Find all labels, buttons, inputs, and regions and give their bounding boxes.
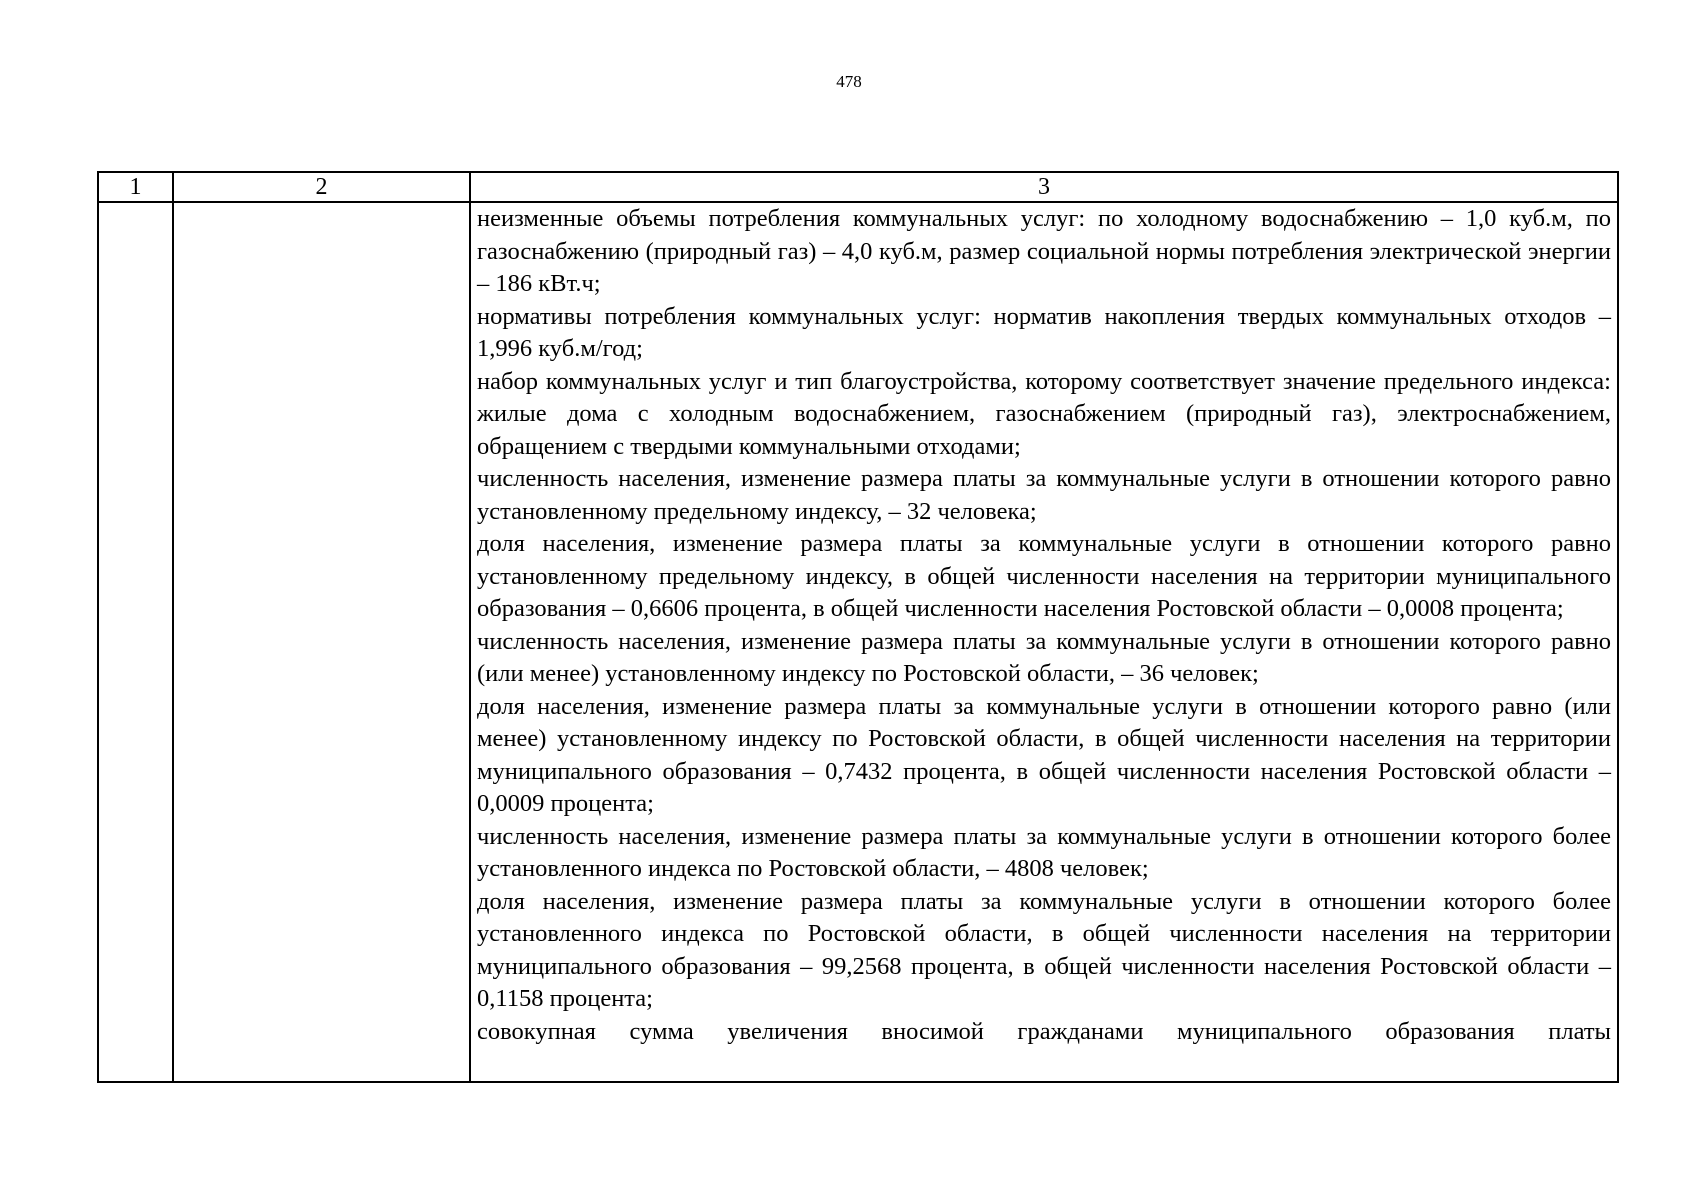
paragraph-share-equal-or-less: доля населения, изменение размера платы за коммунальные услуги в отношении которого равно (или менее) установленному индексу по Ростовской области, в общей численности населения на территории муниципального образования – 0,7432 процента, в общей численности населения Ростовской области – 0,0009 процента;: [477, 692, 1611, 817]
table-header: [98, 172, 1618, 202]
cell-column-1: [98, 202, 173, 1082]
paragraph-consumption-norms: нормативы потребления коммунальных услуг: норматив накопления твердых коммунальных отходов – 1,996 куб.м/год;: [477, 302, 1611, 362]
column-header-3: 3: [470, 172, 1618, 202]
paragraph-services-set: набор коммунальных услуг и тип благоустройства, которому соответствует значение предельного индекса: жилые дома с холодным водоснабжением, газоснабжением (природный газ), электроснабжением, обращением с твердыми коммунальными отходами;: [477, 367, 1611, 460]
paragraph-population-equal-or-less: численность населения, изменение размера платы за коммунальные услуги в отношении которого равно (или менее) установленному индексу по Ростовской области, – 36 человек;: [477, 627, 1611, 687]
page-number: 478: [836, 72, 862, 91]
cell-column-2: [173, 202, 470, 1082]
table-row: [98, 202, 1618, 1082]
column-header-2: 2: [173, 172, 470, 202]
paragraph-population-equal-limit: численность населения, изменение размера платы за коммунальные услуги в отношении которого равно установленному предельному индексу, – 32 человека;: [477, 465, 1611, 525]
header-row: [98, 172, 1618, 202]
column-header-1: 1: [98, 172, 173, 202]
paragraph-consumption-volumes: неизменные объемы потребления коммунальных услуг: по холодному водоснабжению – 1,0 куб.м, по газоснабжению (природный газ) – 4,0 куб.м, размер социальной нормы потребления электрической энергии – 186 кВт.ч;: [477, 205, 1611, 297]
paragraph-share-more: доля населения, изменение размера платы за коммунальные услуги в отношении которого более установленного индекса по Ростовской области, в общей численности населения на территории муниципального образования – 99,2568 процента, в общей численности населения Ростовской области – 0,1158 процента;: [477, 887, 1611, 1012]
paragraph-population-more: численность населения, изменение размера платы за коммунальные услуги в отношении которого более установленного индекса по Ростовской области, – 4808 человек;: [477, 822, 1611, 882]
paragraph-total-increase: совокупная сумма увеличения вносимой гражданами муниципального образования платы: [477, 1017, 1611, 1045]
paragraph-share-equal-limit: доля населения, изменение размера платы за коммунальные услуги в отношении которого равно установленному предельному индексу, в общей численности населения на территории муниципального образования – 0,6606 процента, в общей численности населения Ростовской области – 0,0008 процента;: [477, 530, 1611, 622]
data-table: [97, 171, 1619, 1083]
cell-column-3: [470, 202, 1618, 1082]
